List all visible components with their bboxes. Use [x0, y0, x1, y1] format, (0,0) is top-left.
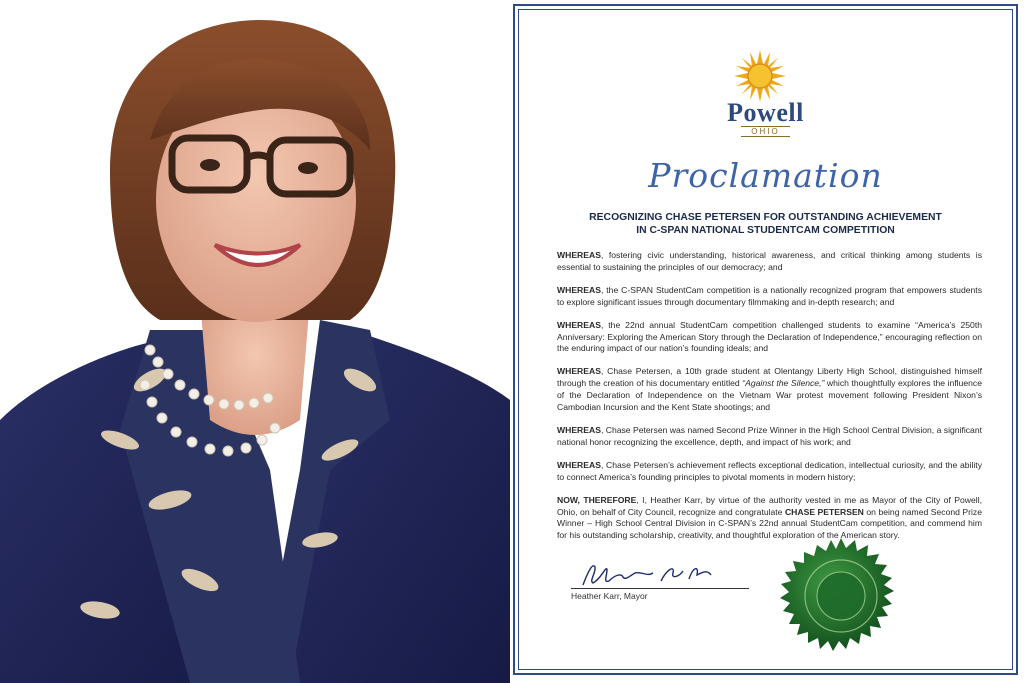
signature-name: Heather Karr, Mayor	[571, 591, 648, 601]
whereas-label: WHEREAS	[557, 366, 601, 377]
paragraph-6	[557, 460, 982, 484]
whereas-label: WHEREAS	[557, 284, 601, 295]
paragraph-1	[557, 250, 982, 274]
whereas-label: WHEREAS	[557, 459, 601, 470]
proclamation-document	[513, 4, 1018, 675]
mayor-signature	[571, 559, 751, 589]
paragraph-text: , I, Heather Karr, by virtue of the authority vested in me as Mayor of the City of Powell, Ohio, on behalf of City Council, recognize and congratulate	[557, 494, 982, 517]
paragraph-text: , fostering civic understanding, historical awareness, and critical thinking among students is essential to sustaining the principles of our democracy; and	[557, 250, 982, 272]
signature-line	[571, 588, 749, 589]
honoree-name: CHASE PETERSEN	[784, 506, 864, 517]
paragraph-2	[557, 285, 982, 309]
paragraph-text: , the 22nd annual StudentCam competition challenged students to examine “America’s 250th Anniversary: Exploring the American Story through the Declaration of Independence,” encouraging reflection on the enduring impact of our nation’s founding ideals; and	[557, 319, 982, 354]
proclamation-heading	[535, 211, 996, 237]
paragraph-text: on being named Second Prize Winner – High School Central Division in C-SPAN’s 22nd annual StudentCam competition, and commend him for his outstanding scholarship, creativity, and thoughtful exploration of the American story.	[557, 506, 983, 541]
proclamation-title: Proclamation	[648, 156, 883, 195]
documentary-title: “Against the Silence,”	[742, 378, 825, 389]
state-label: OHIO	[741, 126, 789, 137]
whereas-label: WHEREAS	[557, 424, 601, 435]
paragraph-4	[557, 366, 982, 414]
whereas-label: WHEREAS	[557, 319, 601, 330]
paragraph-3	[557, 320, 982, 356]
now-therefore-label: NOW, THEREFORE	[557, 494, 637, 505]
paragraph-text: , Chase Petersen, a 10th grade student at Olentangy Liberty High School, distinguished himself through the creation of his documentary entitled	[557, 366, 982, 389]
city-logo-name: Powell	[727, 98, 804, 127]
paragraph-5	[557, 425, 982, 449]
paragraph-text: , the C-SPAN StudentCam competition is a nationally recognized program that empowers students to explore significant issues through documentary filmmaking and in-depth research; and	[557, 284, 982, 307]
paragraph-7	[557, 495, 982, 543]
paragraph-text: , Chase Petersen was named Second Prize Winner in the High School Central Division, a significant national honor recognizing the excellence, depth, and impact of his work; and	[557, 424, 982, 447]
paragraph-text: , Chase Petersen’s achievement reflects exceptional dedication, intellectual curiosity, and the ability to connect America’s founding principles to pivotal moments in modern history;	[557, 459, 982, 482]
sun-logo-icon	[734, 50, 786, 102]
whereas-label: WHEREAS	[557, 250, 601, 260]
portrait-photo	[0, 0, 510, 683]
heading-line-2: IN C-SPAN NATIONAL STUDENTCAM COMPETITION	[636, 225, 895, 236]
city-logo-state	[515, 126, 1016, 137]
paragraph-text: which thoughtfully explores the influence of the Declaration of Independence on the Vietnam War protest movement following President Nixon’s Cambodian Incursion and the Kent State shootings; and	[557, 378, 982, 413]
proclamation-body	[557, 250, 982, 553]
city-seal-icon	[778, 538, 904, 664]
portrait-illustration	[0, 0, 510, 683]
heading-line-1: RECOGNIZING CHASE PETERSEN FOR OUTSTANDING ACHIEVEMENT	[589, 212, 942, 223]
